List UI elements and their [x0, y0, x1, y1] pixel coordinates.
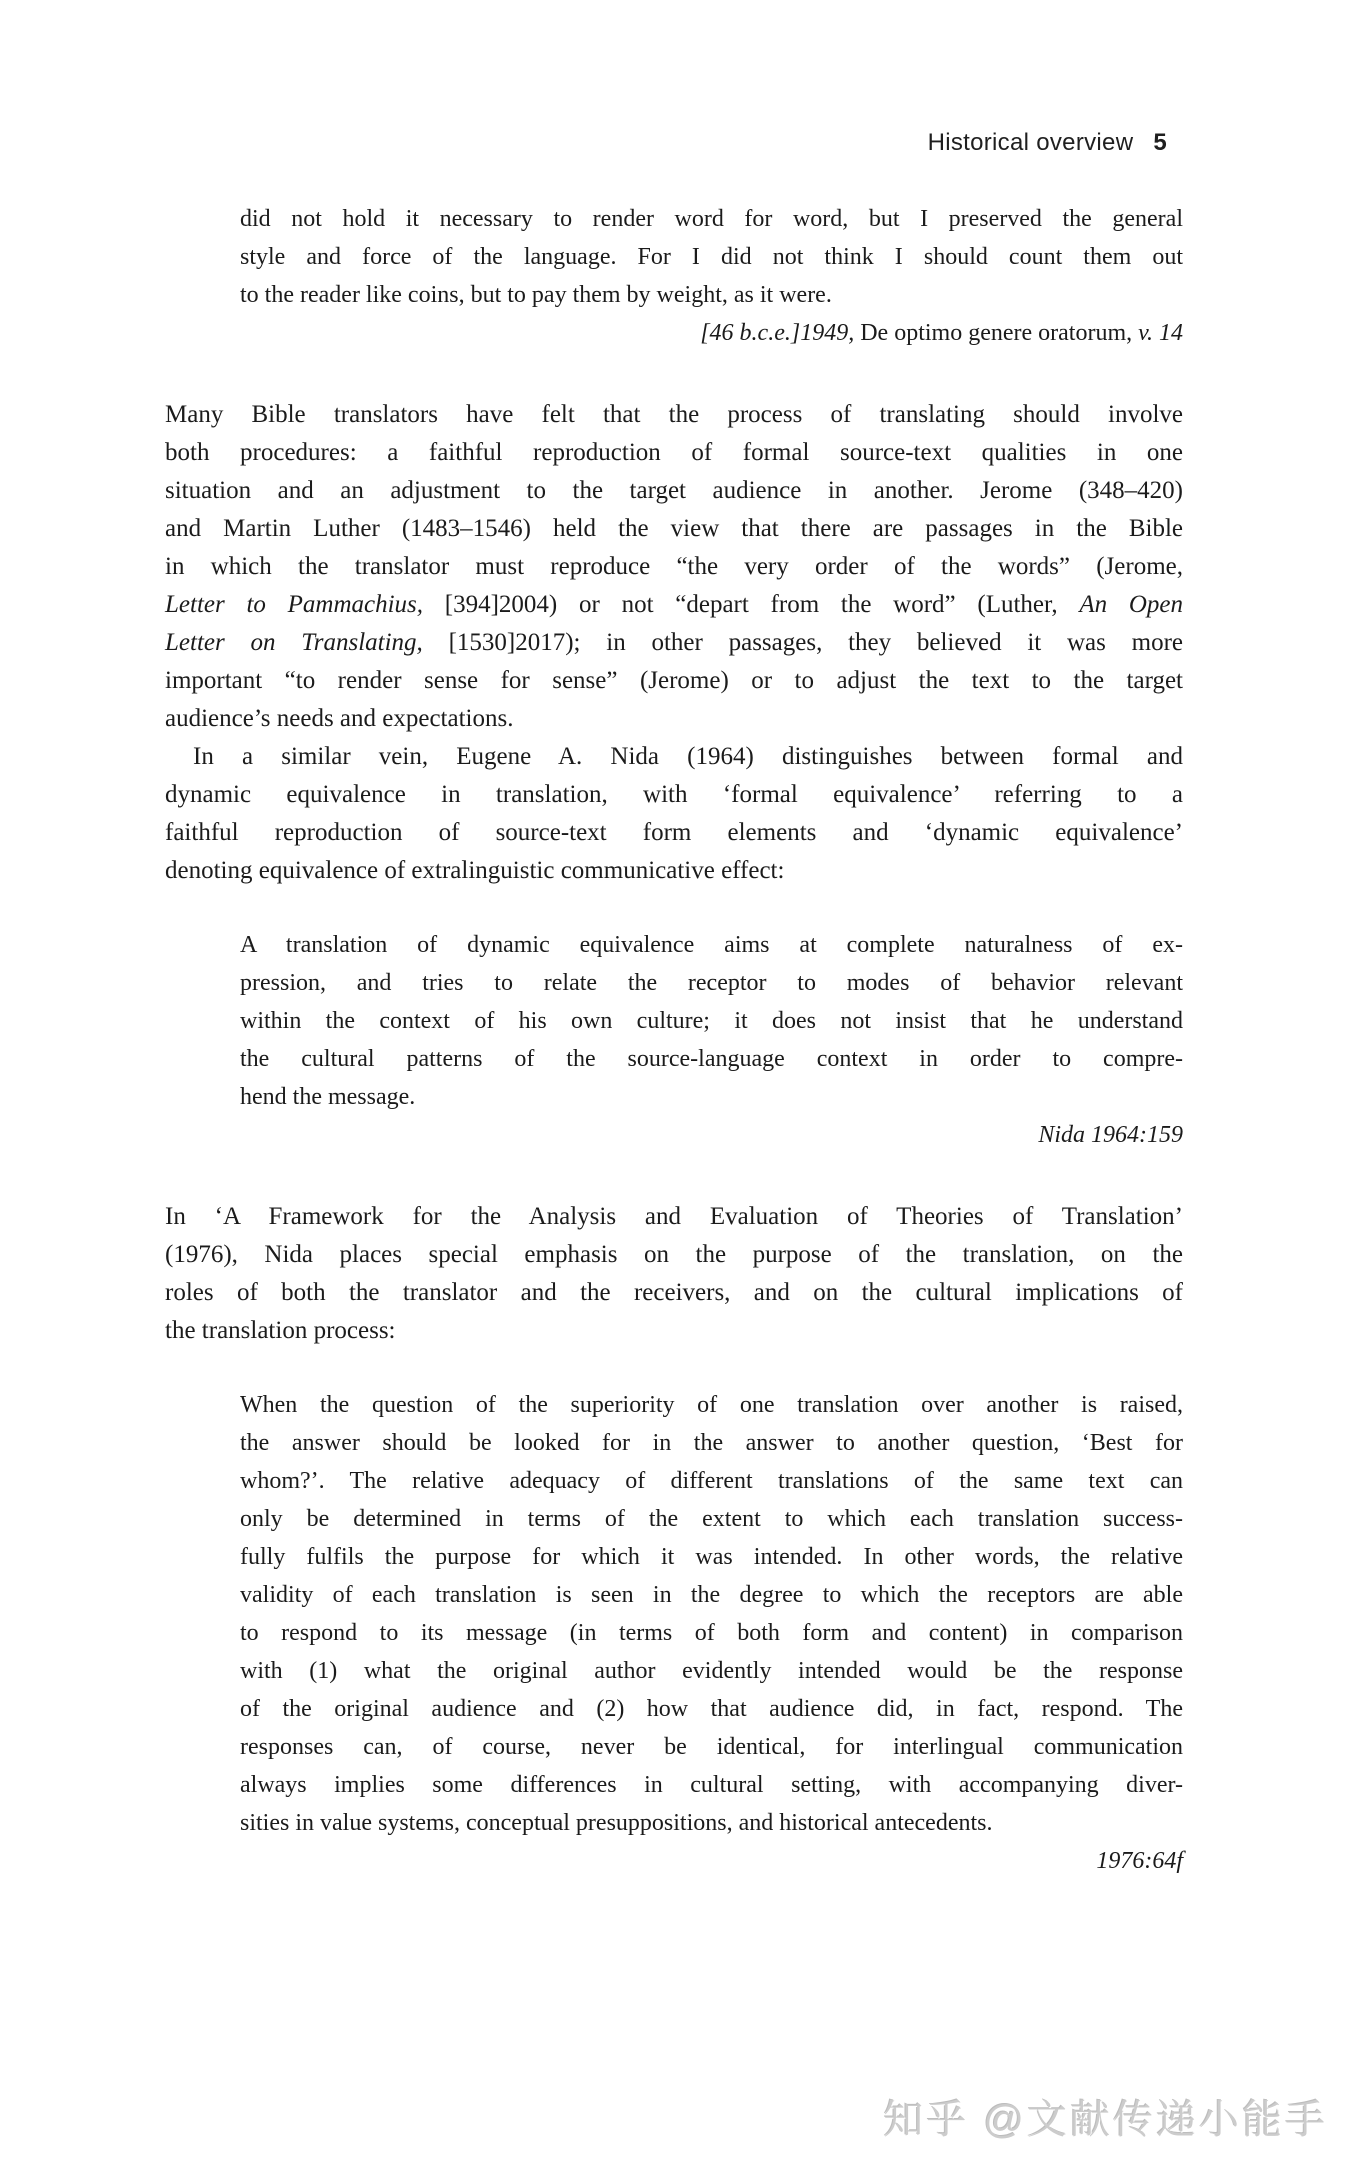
- text-line: the cultural patterns of the source-language context in order to compre-: [240, 1046, 1183, 1072]
- page-number: 5: [1153, 129, 1167, 156]
- text-line: only be determined in terms of the extent to which each translation success-: [240, 1506, 1183, 1532]
- quote-attribution: 1976:64f: [1096, 1848, 1183, 1874]
- text-line: to the reader like coins, but to pay them by weight, as it were.: [240, 282, 832, 308]
- text-line: hend the message.: [240, 1084, 416, 1110]
- text-line: always implies some differences in cultural setting, with accompanying diver-: [240, 1772, 1183, 1798]
- paragraph: [165, 396, 1183, 738]
- text-line: fully fulfils the purpose for which it was intended. In other words, the relative: [240, 1544, 1183, 1570]
- text-line: dynamic equivalence in translation, with ‘formal equivalence’ referring to a: [165, 781, 1183, 808]
- text-line: both procedures: a faithful reproduction of formal source-text qualities in one: [165, 439, 1183, 466]
- quote-attribution: Nida 1964:159: [1038, 1122, 1183, 1148]
- text-line: roles of both the translator and the receivers, and on the cultural implications of: [165, 1279, 1183, 1306]
- text-line: In a similar vein, Eugene A. Nida (1964) distinguishes between formal and: [193, 743, 1183, 770]
- text-line: and Martin Luther (1483–1546) held the view that there are passages in the Bible: [165, 515, 1183, 542]
- text-line: (1976), Nida places special emphasis on the purpose of the translation, on the: [165, 1241, 1183, 1268]
- watermark: 知乎 @文献传递小能手: [883, 2098, 1328, 2142]
- paragraph: [165, 738, 1183, 890]
- text-line: Letter on Translating, [1530]2017); in other passages, they believed it was more: [165, 629, 1183, 656]
- text-line: A translation of dynamic equivalence aims at complete naturalness of ex-: [240, 932, 1183, 958]
- text-line: with (1) what the original author evidently intended would be the response: [240, 1658, 1183, 1684]
- text-line: to respond to its message (in terms of both form and content) in comparison: [240, 1620, 1183, 1646]
- text-line: situation and an adjustment to the target audience in another. Jerome (348–420): [165, 477, 1183, 504]
- text-line: When the question of the superiority of one translation over another is raised,: [240, 1392, 1183, 1418]
- text-line: pression, and tries to relate the receptor to modes of behavior relevant: [240, 970, 1183, 996]
- page-body: [165, 200, 1183, 1880]
- text-line: style and force of the language. For I did not think I should count them out: [240, 244, 1183, 270]
- text-line: did not hold it necessary to render word for word, but I preserved the general: [240, 206, 1183, 232]
- text-line: validity of each translation is seen in the degree to which the receptors are able: [240, 1582, 1183, 1608]
- paragraph: [165, 1198, 1183, 1350]
- text-line: In ‘A Framework for the Analysis and Evaluation of Theories of Translation’: [165, 1203, 1183, 1230]
- quote-block: [240, 1386, 1183, 1880]
- quote-block: [240, 926, 1183, 1154]
- text-line: in which the translator must reproduce “the very order of the words” (Jerome,: [165, 553, 1183, 580]
- text-line: responses can, of course, never be identical, for interlingual communication: [240, 1734, 1183, 1760]
- text-line: Many Bible translators have felt that the process of translating should involve: [165, 401, 1183, 428]
- text-line: faithful reproduction of source-text form elements and ‘dynamic equivalence’: [165, 819, 1183, 846]
- text-line: the answer should be looked for in the answer to another question, ‘Best for: [240, 1430, 1183, 1456]
- page-header: [165, 128, 1183, 158]
- text-line: of the original audience and (2) how that audience did, in fact, respond. The: [240, 1696, 1183, 1722]
- text-line: sities in value systems, conceptual presuppositions, and historical antecedents.: [240, 1810, 993, 1836]
- running-head-title: Historical overview: [927, 129, 1134, 156]
- text-line: Letter to Pammachius, [394]2004) or not “depart from the word” (Luther, An Open: [165, 591, 1183, 618]
- text-line: whom?’. The relative adequacy of different translations of the same text can: [240, 1468, 1183, 1494]
- text-line: within the context of his own culture; it does not insist that he understand: [240, 1008, 1183, 1034]
- text-line: audience’s needs and expectations.: [165, 705, 514, 732]
- text-line: denoting equivalence of extralinguistic communicative effect:: [165, 857, 785, 884]
- text-line: important “to render sense for sense” (Jerome) or to adjust the text to the target: [165, 667, 1183, 694]
- quote-attribution: [46 b.c.e.]1949, De optimo genere oratorum, v. 14: [700, 320, 1183, 346]
- quote-block: [240, 200, 1183, 352]
- text-line: the translation process:: [165, 1317, 396, 1344]
